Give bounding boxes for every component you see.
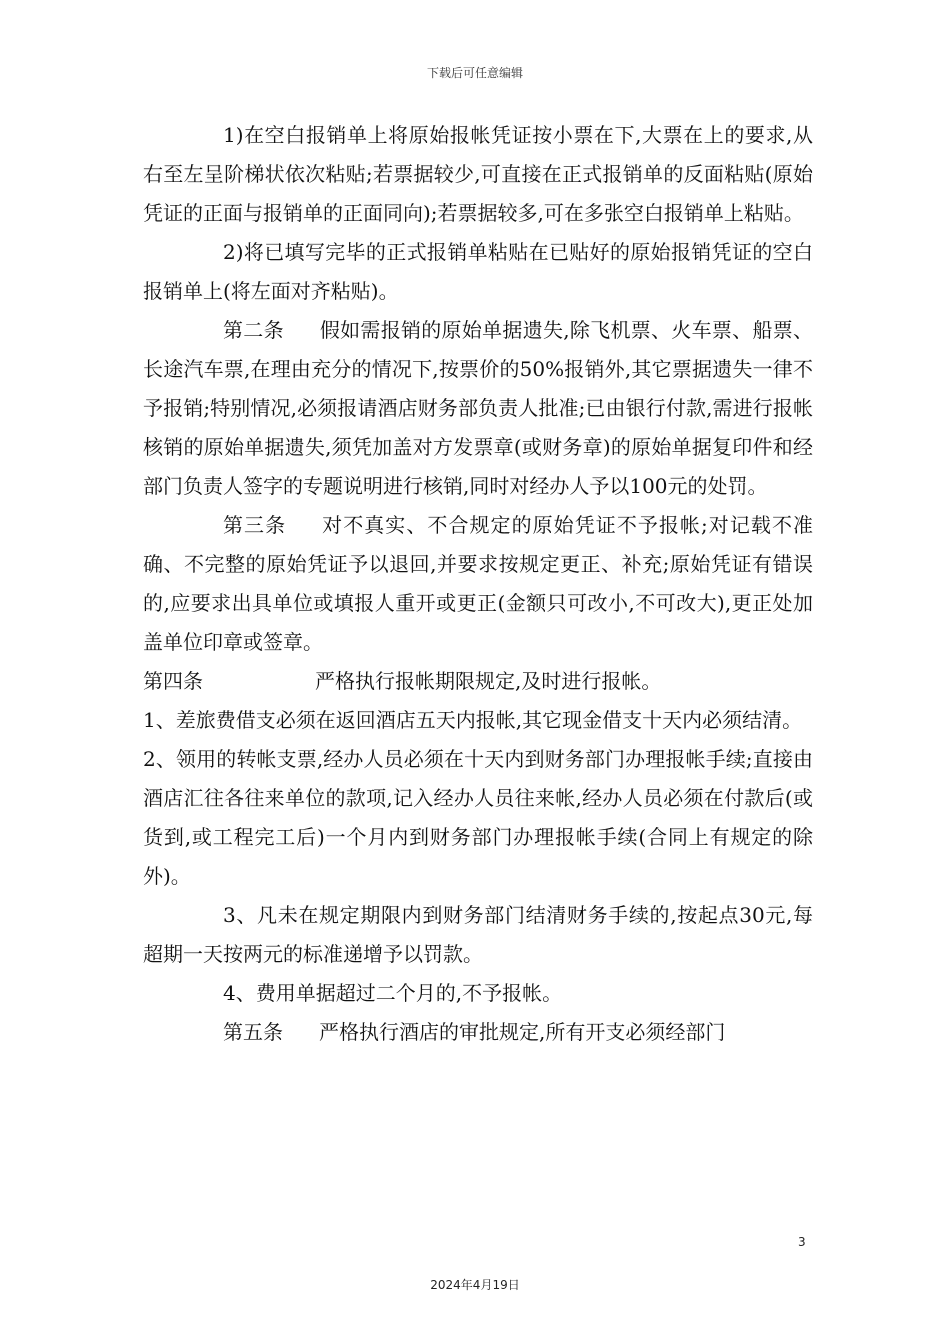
article-3 xyxy=(143,506,813,662)
page-header: 下载后可任意编辑 xyxy=(426,66,523,80)
article-2 xyxy=(143,311,813,506)
item-2: 2、领用的转帐支票,经办人员必须在十天内到财务部门办理报帐手续;直接由酒店汇往各往来单位的款项,记入经办人员往来帐,经办人员必须在付款后(或货到,或工程完工后)一个月内到财务部门办理报帐手续(合同上有规定的除外)。 xyxy=(143,747,813,888)
article-2-heading: 第二条 xyxy=(223,318,284,342)
article-4-heading: 第四条 xyxy=(143,669,203,693)
item-3: 3、凡未在规定期限内到财务部门结清财务手续的,按起点30元,每超期一天按两元的标准递增予以罚款。 xyxy=(143,903,813,966)
article-3-heading: 第三条 xyxy=(223,513,287,537)
article-4 xyxy=(143,662,813,701)
footer-date: 2024年4月19日 xyxy=(430,1278,520,1292)
article-5 xyxy=(143,1013,813,1052)
article-2-text: 假如需报销的原始单据遗失,除飞机票、火车票、船票、长途汽车票,在理由充分的情况下,按票价的50%报销外,其它票据遗失一律不予报销;特别情况,必须报请酒店财务部负责人批准;已由银行付款,需进行报帐核销的原始单据遗失,须凭加盖对方发票章(或财务章)的原始单据复印件和经部门负责人签字的专题说明进行核销,同时对经办人予以100元的处罚。 xyxy=(143,318,814,498)
item-1: 1、差旅费借支必须在返回酒店五天内报帐,其它现金借支十天内必须结清。 xyxy=(143,708,803,732)
paragraph-2: 2)将已填写完毕的正式报销单粘贴在已贴好的原始报销凭证的空白报销单上(将左面对齐粘贴)。 xyxy=(143,240,813,303)
article-5-heading: 第五条 xyxy=(223,1020,283,1044)
page-number: 3 xyxy=(798,1235,806,1249)
document-body xyxy=(143,116,813,1052)
item-4: 4、费用单据超过二个月的,不予报帐。 xyxy=(223,981,563,1005)
paragraph-1: 1)在空白报销单上将原始报帐凭证按小票在下,大票在上的要求,从右至左呈阶梯状依次粘贴;若票据较少,可直接在正式报销单的反面粘贴(原始凭证的正面与报销单的正面同向);若票据较多,可在多张空白报销单上粘贴。 xyxy=(143,123,813,225)
article-3-text: 对不真实、不合规定的原始凭证不予报帐;对记载不准确、不完整的原始凭证予以退回,并要求按规定更正、补充;原始凭证有错误的,应要求出具单位或填报人重开或更正(金额只可改小,不可改大),更正处加盖单位印章或签章。 xyxy=(143,513,813,654)
article-5-text: 严格执行酒店的审批规定,所有开支必须经部门 xyxy=(319,1020,726,1044)
article-4-text: 严格执行报帐期限规定,及时进行报帐。 xyxy=(315,669,662,693)
